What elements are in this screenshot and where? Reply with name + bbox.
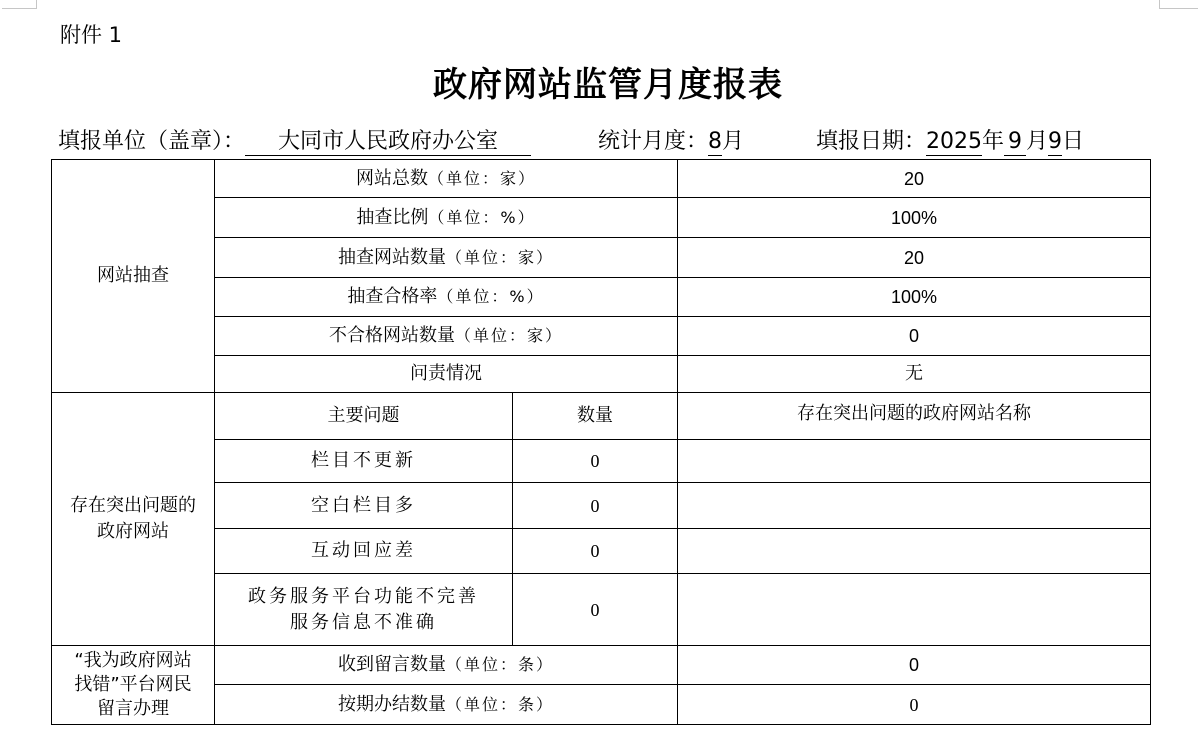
issue-site-names xyxy=(678,574,1151,646)
issue-label: 政务服务平台功能不完善 服务信息不准确 xyxy=(215,574,513,646)
row-label: 不合格网站数量（单位：家） xyxy=(215,317,678,356)
issue-site-names xyxy=(678,529,1151,574)
report-table xyxy=(51,159,1151,725)
row-value: 无 xyxy=(678,356,1151,393)
row-label: 问责情况 xyxy=(215,356,678,393)
row-value: 0 xyxy=(678,685,1151,725)
section-website-check-label: 网站抽查 xyxy=(52,160,215,393)
issue-count: 0 xyxy=(513,529,678,574)
row-value: 0 xyxy=(678,317,1151,356)
fill-date-month: 9 xyxy=(1004,129,1026,156)
row-label: 网站总数（单位：家） xyxy=(215,160,678,198)
row-value: 0 xyxy=(678,646,1151,685)
fill-date-label: 填报日期： xyxy=(816,129,927,154)
header-main-issue: 主要问题 xyxy=(215,393,513,440)
page-corner-mark-right xyxy=(1159,0,1198,9)
header-site-names: 存在突出问题的政府网站名称 xyxy=(678,393,1151,440)
attachment-label: 附件 1 xyxy=(60,23,123,47)
fill-date-year-suffix: 年 xyxy=(982,129,1005,154)
fill-date xyxy=(816,124,1084,156)
row-label: 抽查比例（单位：%） xyxy=(215,198,678,238)
issue-site-names xyxy=(678,440,1151,483)
row-value: 20 xyxy=(678,160,1151,198)
fill-unit-value: 大同市人民政府办公室 xyxy=(245,129,531,156)
stat-month xyxy=(598,124,744,156)
row-label: 抽查网站数量（单位：家） xyxy=(215,238,678,278)
row-label: 抽查合格率（单位：%） xyxy=(215,278,678,317)
fill-date-day-suffix: 日 xyxy=(1062,129,1085,154)
issue-site-names xyxy=(678,483,1151,529)
fill-date-year: 2025 xyxy=(926,129,983,154)
row-value: 100% xyxy=(678,198,1151,238)
stat-month-suffix: 月 xyxy=(722,129,745,154)
issue-count: 0 xyxy=(513,440,678,483)
stat-month-label: 统计月度： xyxy=(598,129,709,154)
issue-label: 栏目不更新 xyxy=(215,440,513,483)
issue-count: 0 xyxy=(513,574,678,646)
page-corner-mark-left xyxy=(2,0,37,9)
section-find-error-label: “我为政府网站 找错”平台网民 留言办理 xyxy=(52,646,215,725)
row-value: 20 xyxy=(678,238,1151,278)
stat-month-value: 8 xyxy=(708,129,723,154)
fill-unit-label: 填报单位（盖章）： xyxy=(58,129,246,154)
issue-label: 互动回应差 xyxy=(215,529,513,574)
header-count: 数量 xyxy=(513,393,678,440)
row-label: 收到留言数量（单位：条） xyxy=(215,646,678,685)
page-title: 政府网站监管月度报表 xyxy=(433,65,783,105)
issue-count: 0 xyxy=(513,483,678,529)
issue-label: 空白栏目多 xyxy=(215,483,513,529)
section-problem-sites-label: 存在突出问题的 政府网站 xyxy=(52,393,215,646)
fill-date-day: 9 xyxy=(1048,129,1063,154)
row-label: 按期办结数量（单位：条） xyxy=(215,685,678,725)
row-value: 100% xyxy=(678,278,1151,317)
fill-date-month-suffix: 月 xyxy=(1026,129,1049,154)
fill-unit xyxy=(58,124,531,156)
